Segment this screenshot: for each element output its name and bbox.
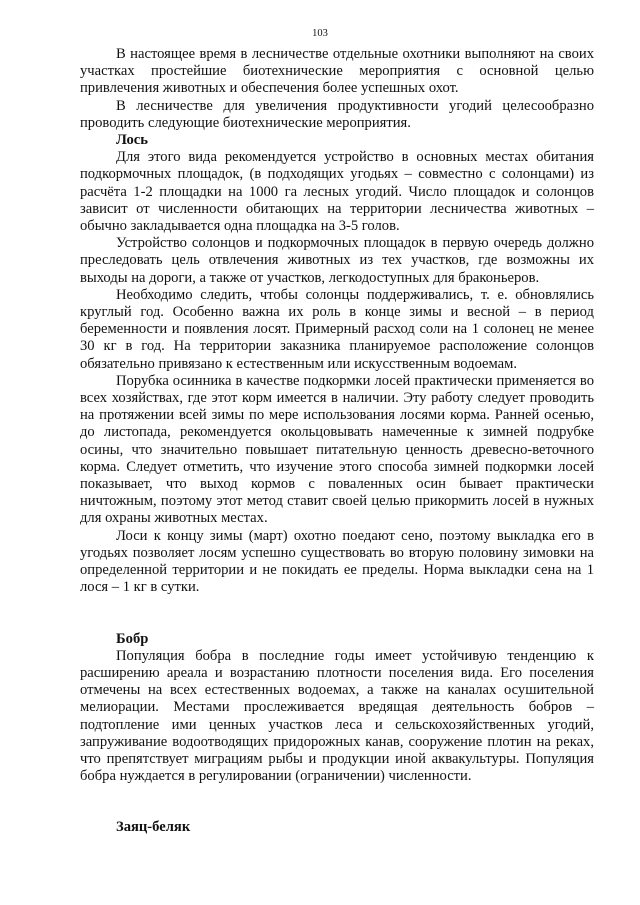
section-heading-elk: Лось — [116, 132, 149, 149]
elk-paragraph-2: Устройство солонцов и подкормочных площадок в первую очередь должно преследовать цель отвлечения животных из тех участков, где возможны их выходы на дороги, а также от участков, легкодоступных для браконьеров. — [80, 235, 594, 286]
intro-paragraph-2: В лесничестве для увеличения продуктивности угодий целесообразно проводить следующие биотехнические мероприятия. — [80, 97, 594, 131]
elk-paragraph-4: Порубка осинника в качестве подкормки лосей практически применяется во всех хозяйствах, где этот корм имеется в наличии. Эту работу следует проводить на протяжении всей зимы по мере использования лосями корма. Ранней осенью, до листопада, рекомендуется окольцовывать намеченные к зимней подрубке осины, что значительно повышает питательную ценность древесно-веточного корма. Следует отметить, что изучение этого способа зимней подкормки лосей показывает, что выход кормов с поваленных осин бывает практически ничтожным, поэтому этот метод ставит своей целью прикормить лосей в нужных для охраны животных местах. — [80, 372, 594, 527]
beaver-paragraph-1: Популяция бобра в последние годы имеет устойчивую тенденцию к расширению ареала и возрастанию плотности поселения вида. Его поселения отмечены на всех естественных водоемах, а также на каналах осушительной мелиорации. Местами прослеживается вредящая деятельность бобров – подтопление ими ценных участков леса и сельскохозяйственных угодий, запруживание водоотводящих придорожных канав, сооружение плотин на реках, что препятствует миграциям рыбы и продукции иной аквакультуры. Популяция бобра нуждается в регулировании (ограничении) численности. — [80, 647, 594, 785]
section-heading-beaver: Бобр — [116, 630, 149, 647]
elk-paragraph-5: Лоси к концу зимы (март) охотно поедают сено, поэтому выкладка его в угодьях позволяет лосям успешно существовать во вторую половину зимовки на определенной территории и не покидать ее пределы. Норма выкладки сена на 1 лося – 1 кг в сутки. — [80, 527, 594, 596]
section-heading-hare: Заяц-беляк — [116, 819, 191, 836]
elk-paragraph-1: Для этого вида рекомендуется устройство в основных местах обитания подкормочных площадок, (в подходящих угодьях – совместно с солонцами) из расчёта 1-2 площадки на 1000 га лесных угодий. Число площадок и солонцов зависит от численности обитающих на территории лесничества животных – обычно закладывается одна площадка на 3-5 голов. — [80, 149, 594, 235]
page-number: 103 — [312, 28, 328, 39]
document-body — [80, 46, 594, 837]
intro-paragraph-1: В настоящее время в лесничестве отдельные охотники выполняют на своих участках простейшие биотехнические мероприятия с основной целью привлечения животных и обеспечения более успешных охот. — [80, 46, 594, 97]
section-spacer — [80, 785, 594, 819]
section-spacer — [80, 597, 594, 631]
elk-paragraph-3: Необходимо следить, чтобы солонцы поддерживались, т. е. обновлялись круглый год. Особенно важна их роль в конце зимы и весной – в период беременности и появления лосят. Примерный расход соли на 1 солонец не менее 30 кг в год. На территории заказника планируемое расположение солонцов обязательно привязано к естественным или искусственным водоемам. — [80, 286, 594, 372]
